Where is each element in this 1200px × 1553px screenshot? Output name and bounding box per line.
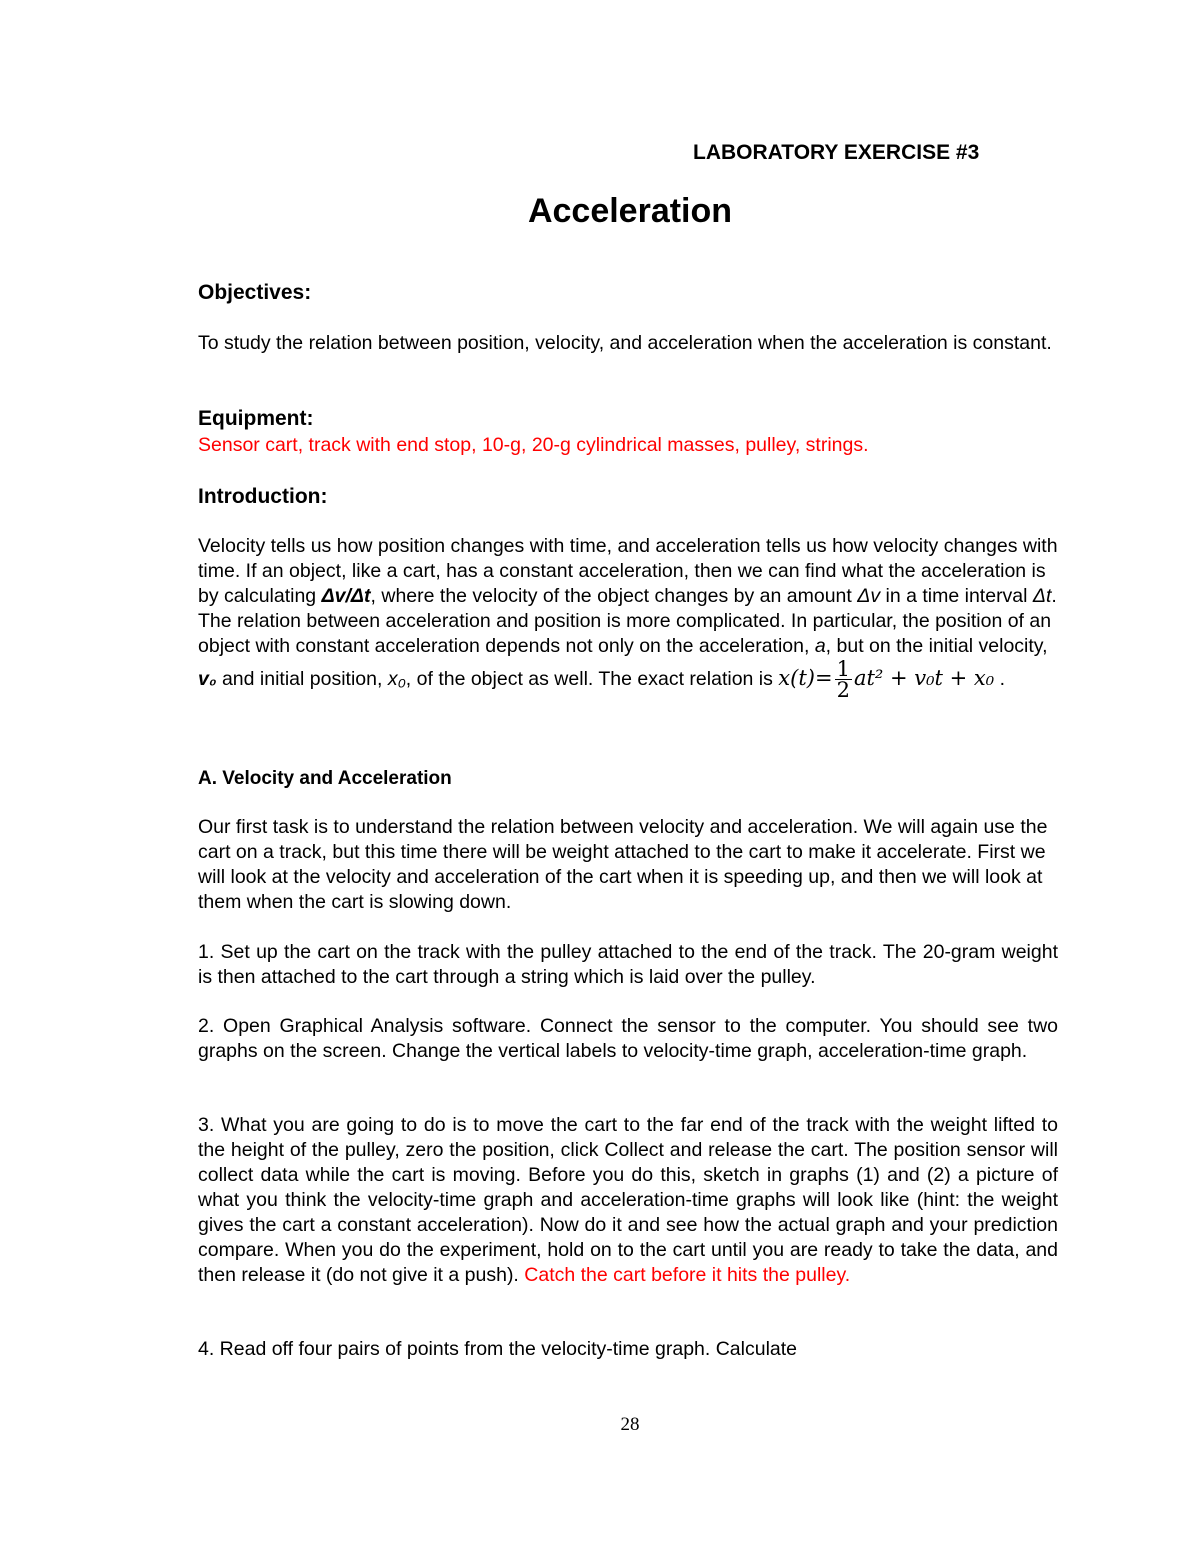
intro-text-6: and initial position, [216,668,388,690]
acceleration-symbol: a [814,635,826,657]
equipment-heading: Equipment: [198,407,314,430]
fraction-denominator: 2 [836,678,850,702]
position-equation [778,657,995,702]
step-3 [198,1113,1058,1288]
introduction-heading: Introduction: [198,485,328,508]
lab-exercise-label: LABORATORY EXERCISE #3 [693,141,980,164]
initial-velocity-symbol: v₀ [198,668,217,690]
intro-text-3: in a time interval [880,585,1033,607]
step-1: 1. Set up the cart on the track with the pulley attached to the end of the track. The 20-gram weight is then attached to the cart through a string which is laid over the pulley. [198,941,1058,988]
delta-v-over-delta-t: Δv/Δt [321,585,371,607]
step-3-text: 3. What you are going to do is to move the cart to the far end of the track with the weight lifted to the height of the pulley, zero the position, click Collect and release the cart. The position sensor will collect data while the cart is moving. Before you do this, sketch in graphs (1) and (2) a picture of what you think the velocity-time graph and acceleration-time graphs will look like (hint: the weight gives the cart a constant acceleration). Now do it and see how the actual graph and your prediction compare. When you do the experiment, hold on to the cart until you are ready to take the data, and then release it (do not give it a push). [198,1114,1058,1286]
intro-text-4: . The relation between acceleration and position is more complicated. In particular, the position of an object with constant acceleration depends not only on the acceleration, [198,585,1057,657]
objectives-text: To study the relation between position, velocity, and acceleration when the acceleration is constant. [198,332,1052,354]
intro-text-7: , of the object as well. The exact relation is [405,668,779,690]
section-a-heading: A. Velocity and Acceleration [198,768,452,789]
delta-t-symbol: Δt [1032,585,1052,607]
objectives-heading: Objectives: [198,281,312,304]
introduction-paragraph [198,534,1058,700]
step-3-warning: Catch the cart before it hits the pulley. [524,1264,851,1286]
page-number: 28 [620,1414,640,1435]
intro-text-8: . [994,668,1006,690]
intro-text-5: , but on the initial velocity, [825,635,1048,657]
section-a-intro: Our first task is to understand the relation between velocity and acceleration. We will again use the cart on a track, but this time there will be weight attached to the cart to make it accelerate. First we will look at the velocity and acceleration of the cart when it is speeding up, and then we will look at them when the cart is slowing down. [198,816,1048,913]
intro-text-2: , where the velocity of the object changes by an amount [370,585,858,607]
equation-rhs: at² + v₀t + x₀ [853,666,995,690]
fraction-numerator: 1 [836,657,850,681]
step-4: 4. Read off four pairs of points from the velocity-time graph. Calculate [198,1338,798,1360]
equipment-list: Sensor cart, track with end stop, 10-g, 20-g cylindrical masses, pulley, strings. [198,434,869,456]
equation-fraction [835,659,852,700]
step-2: 2. Open Graphical Analysis software. Connect the sensor to the computer. You should see two graphs on the screen. Change the vertical labels to velocity-time graph, acceleration-time graph. [198,1015,1058,1062]
delta-v-symbol: Δv [857,585,881,607]
equation-lhs: x(t)= [778,666,833,690]
page-title: Acceleration [527,192,733,230]
initial-position-symbol: x₀ [387,668,406,690]
intro-text-1: Velocity tells us how position changes with time, and acceleration tells us how velocity changes with time. If an object, like a cart, has a constant acceleration, then we can find what the acceleration is by calculating [198,535,1058,607]
